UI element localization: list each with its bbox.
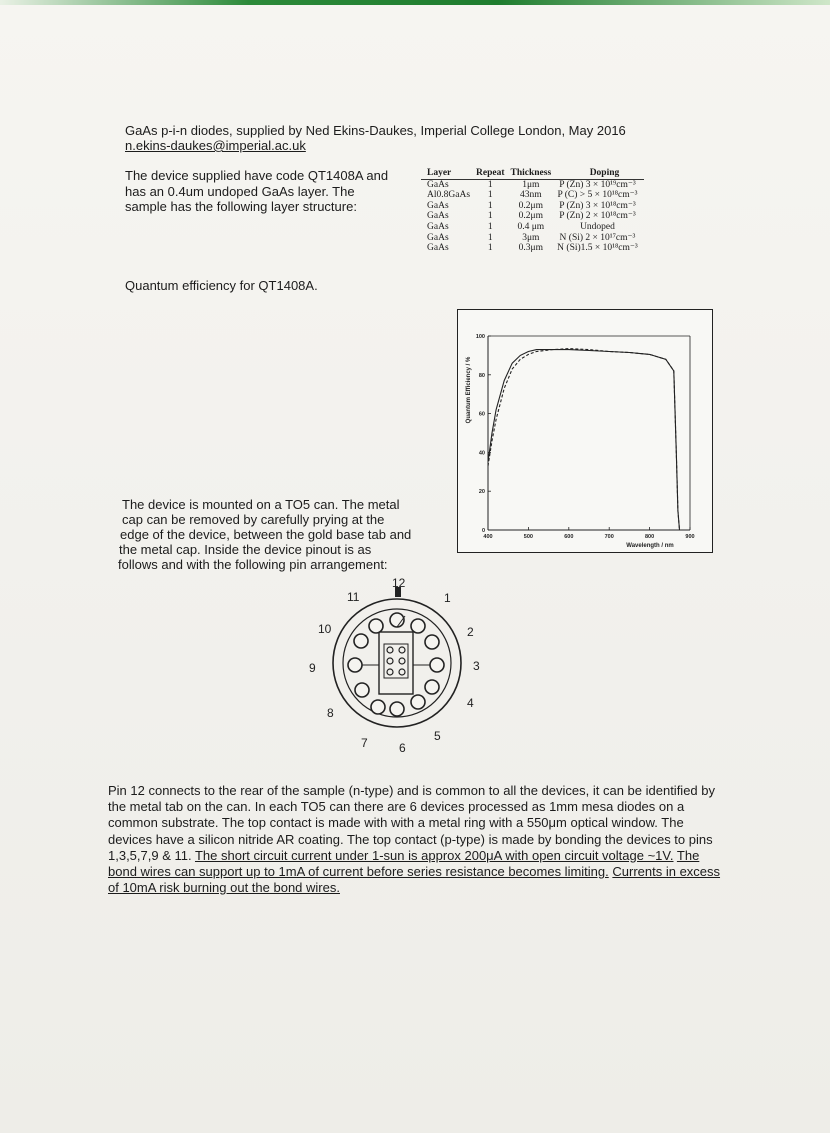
cell-doping: P (Zn) 3 × 10¹⁹cm⁻³ <box>559 179 636 190</box>
paragraph-sentence-bond: The bond wires can support up to 1mA of current before series resistance becomes limiting. <box>108 847 700 880</box>
pin-label-7: 7 <box>361 736 368 750</box>
device-pad <box>399 647 405 653</box>
pin-label-6: 6 <box>399 741 406 755</box>
table-row <box>421 190 644 201</box>
paragraph-sentence-1: Pin 12 connects to the rear of the sample (n-type) and is common to all the devices, it can be identified by the metal tab on the can. In each TO5 can there are 6 devices processed as 1mm mesa diodes on a common substrate. The top contact is made with with a metal ring with a 550μm optical window. The devices have a silicon nitride AR coating. The top contact (p-type) is made by bonding the devices to pins 1,3,5,7,9 & 11. <box>108 783 715 863</box>
cell-doping: N (Si)1.5 × 10¹⁸cm⁻³ <box>557 243 638 254</box>
mount-line-1: The device is mounted on a TO5 can. The metal <box>122 497 400 512</box>
qe-series-dashed <box>488 349 680 530</box>
cell-repeat: 1 <box>487 200 493 211</box>
pin-3 <box>430 658 444 672</box>
x-tick-label: 600 <box>564 534 574 540</box>
col-header-doping: Doping <box>557 168 644 179</box>
pin-2 <box>425 635 439 649</box>
pin-label-5: 5 <box>434 729 441 743</box>
cell-doping: Undoped <box>580 221 615 232</box>
contact-email[interactable]: n.ekins-daukes@imperial.ac.uk <box>125 138 306 153</box>
description-paragraph <box>108 783 728 896</box>
x-tick-label: 900 <box>685 534 695 540</box>
y-tick-label: 100 <box>475 334 485 340</box>
pin-7 <box>371 700 385 714</box>
table-row <box>421 211 644 222</box>
qe-caption: Quantum efficiency for QT1408A. <box>125 278 318 293</box>
pin-label-8: 8 <box>327 706 334 720</box>
cell-thickness: 0.3μm <box>518 243 544 254</box>
x-axis-label: Wavelength / nm <box>626 543 674 549</box>
cell-doping: P (Zn) 2 × 10¹⁸cm⁻³ <box>559 211 636 222</box>
pin-label-4: 4 <box>467 696 474 710</box>
mount-line-4: the metal cap. Inside the device pinout is as <box>119 542 372 557</box>
cell-layer: GaAs <box>427 211 449 222</box>
pin-10 <box>354 634 368 648</box>
table-header-row <box>421 168 644 179</box>
pin-6 <box>390 702 404 716</box>
mount-line-3: edge of the device, between the gold base tab and <box>120 527 412 542</box>
x-tick-label: 800 <box>645 534 655 540</box>
layer-structure-table <box>421 168 644 254</box>
chart-ticks <box>476 334 695 540</box>
pin-5 <box>411 695 425 709</box>
cell-thickness: 0.2μm <box>518 200 544 211</box>
cell-layer: GaAs <box>427 243 449 254</box>
pin-label-2: 2 <box>467 625 474 639</box>
cell-repeat: 1 <box>487 243 493 254</box>
cell-doping: N (Si) 2 × 10¹⁷cm⁻³ <box>559 232 636 243</box>
paragraph-sentence-risk: Currents in excess of 10mA risk burning out the bond wires. <box>108 864 721 896</box>
x-tick-label: 400 <box>483 534 493 540</box>
col-header-thickness: Thickness <box>511 168 558 179</box>
pin-4 <box>425 680 439 694</box>
pin-9 <box>348 658 362 672</box>
cell-repeat: 1 <box>487 190 493 201</box>
table-row <box>421 233 644 244</box>
pin-11 <box>369 619 383 633</box>
paragraph-sentence-isc: The short circuit current under 1-sun is approx 200μA with open circuit voltage ~1V. <box>194 847 674 863</box>
cell-repeat: 1 <box>487 232 493 243</box>
pin-labels <box>309 576 480 755</box>
cell-layer: GaAs <box>427 200 449 211</box>
document-title: GaAs p-i-n diodes, supplied by Ned Ekins-Daukes, Imperial College London, May 2016 <box>125 123 626 138</box>
table-row <box>421 243 644 254</box>
chart-series <box>488 349 680 530</box>
table-row <box>421 201 644 212</box>
pin-1 <box>411 619 425 633</box>
table-row <box>421 179 644 190</box>
pin-label-11: 11 <box>347 590 360 604</box>
to5-pin-diagram <box>300 576 500 756</box>
device-pad <box>399 669 405 675</box>
pin-8 <box>355 683 369 697</box>
cell-layer: Al0.8GaAs <box>427 190 471 201</box>
cell-repeat: 1 <box>487 211 493 222</box>
intro-line-3: sample has the following layer structure: <box>125 199 357 214</box>
col-header-layer: Layer <box>421 168 476 179</box>
device-pad <box>399 658 405 664</box>
chart-axes <box>488 336 690 530</box>
mount-line-5: follows and with the following pin arrangement: <box>118 557 388 572</box>
scan-edge-band <box>0 0 830 5</box>
device-pad <box>387 669 393 675</box>
y-tick-label: 20 <box>478 489 485 496</box>
cell-thickness: 43nm <box>520 190 542 201</box>
cell-doping: P (C) > 5 × 10¹⁸cm⁻³ <box>557 190 638 201</box>
y-tick-label: 40 <box>478 450 485 457</box>
cell-thickness: 1μm <box>522 179 540 190</box>
table-row <box>421 222 644 233</box>
pin-label-9: 9 <box>309 661 316 675</box>
intro-line-1: The device supplied have code QT1408A and <box>125 168 389 183</box>
pin-label-1: 1 <box>444 591 451 605</box>
device-pad <box>387 647 393 653</box>
x-tick-label: 700 <box>604 534 614 540</box>
y-tick-label: 0 <box>481 528 485 534</box>
intro-line-2: has an 0.4um undoped GaAs layer. The <box>125 184 355 199</box>
cell-repeat: 1 <box>487 221 493 232</box>
y-tick-label: 60 <box>478 411 485 418</box>
pin-label-10: 10 <box>318 622 332 636</box>
x-tick-label: 500 <box>523 534 533 540</box>
cell-thickness: 0.4 μm <box>517 221 545 232</box>
cell-thickness: 3μm <box>522 232 540 243</box>
cell-doping: P (Zn) 3 × 10¹⁸cm⁻³ <box>559 200 636 211</box>
mount-line-2: cap can be removed by carefully prying at the <box>122 512 385 527</box>
device-pad <box>387 658 393 664</box>
qe-chart <box>458 310 712 552</box>
qe-series-solid <box>488 350 680 530</box>
y-axis-label: Quantum Efficiency / % <box>466 356 472 424</box>
qe-chart-frame <box>457 309 713 553</box>
cell-layer: GaAs <box>427 221 449 232</box>
cell-thickness: 0.2μm <box>518 211 544 222</box>
pin-label-12: 12 <box>392 576 406 590</box>
cell-layer: GaAs <box>427 232 449 243</box>
cell-layer: GaAs <box>427 179 449 190</box>
cell-repeat: 1 <box>487 179 493 190</box>
pin-label-3: 3 <box>473 659 480 673</box>
col-header-repeat: Repeat <box>476 168 511 179</box>
y-tick-label: 80 <box>478 372 485 379</box>
device-pads <box>387 647 405 675</box>
